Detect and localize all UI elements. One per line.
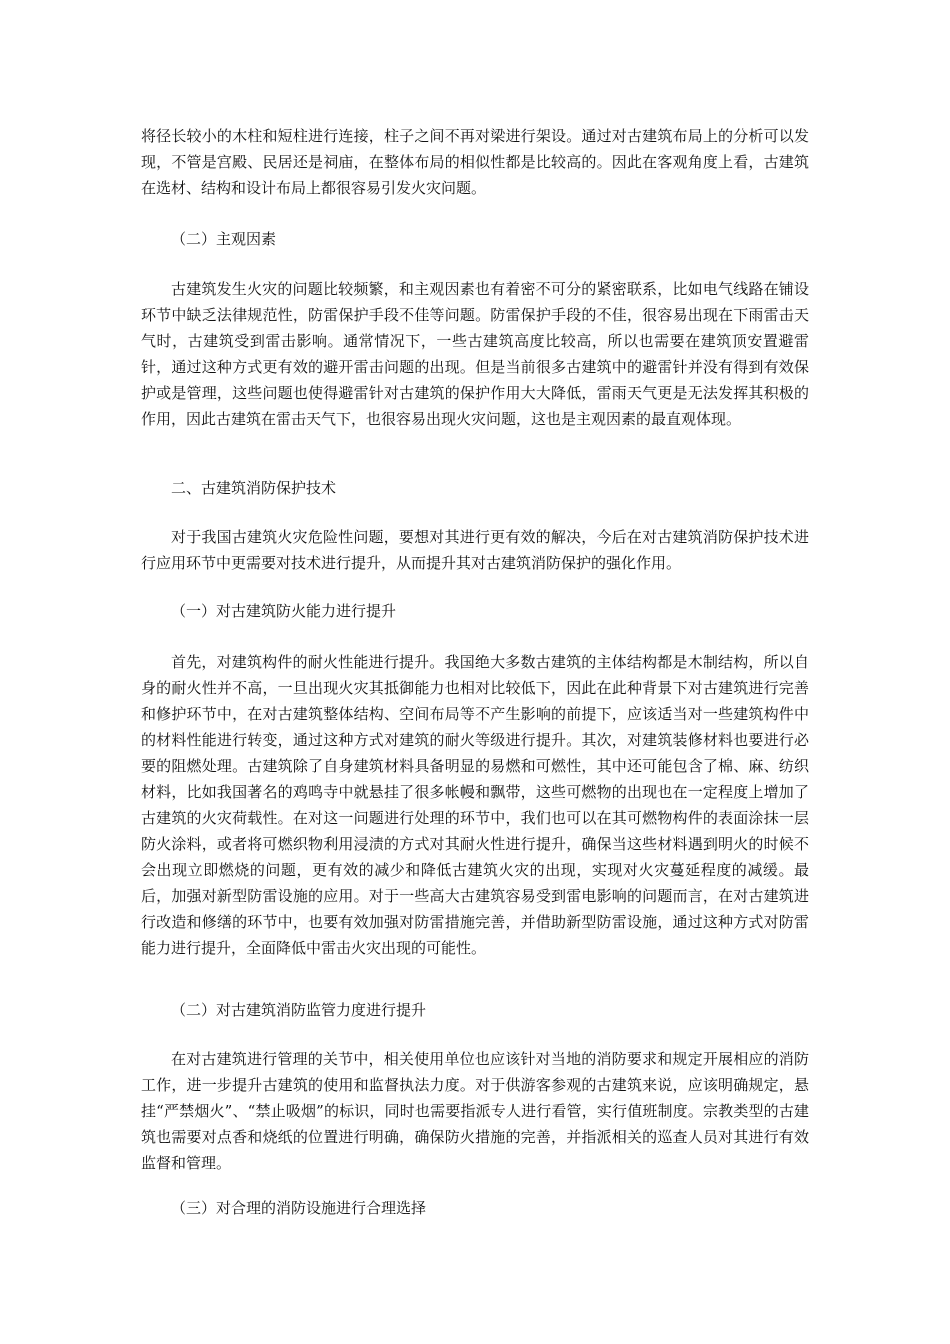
paragraph-section-2: 对于我国古建筑火灾危险性问题，要想对其进行更有效的解决，今后在对古建筑消防保护技术进行应用环节中更需要对技术进行提升，从而提升其对古建筑消防保护的强化作用。: [141, 528, 809, 572]
heading-section-2: 二、古建筑消防保护技术: [171, 479, 337, 497]
paragraph-intro: 将径长较小的木柱和短柱进行连接，柱子之间不再对梁进行架设。通过对古建筑布局上的分析可以发现，不管是宫殿、民居还是祠庙，在整体布局的相似性都是比较高的。因此在客观角度上看，古建筑在选材、结构和设计布局上都很容易引发火灾问题。: [141, 127, 809, 197]
paragraph-subjective-factors: 古建筑发生火灾的问题比较频繁，和主观因素也有着密不可分的紧密联系，比如电气线路在铺设环节中缺乏法律规范性，防雷保护手段不佳等问题。防雷保护手段的不佳，很容易出现在下雨雷击天气时，古建筑受到雷击影响。通常情况下，一些古建筑高度比较高，所以也需要在建筑顶安置避雷针，通过这种方式更有效的避开雷击问题的出现。但是当前很多古建筑中的避雷针并没有得到有效保护或是管理，这些问题也使得避雷针对古建筑的保护作用大大降低，雷雨天气更是无法发挥其积极的作用，因此古建筑在雷击天气下，也很容易出现火灾问题，这也是主观因素的最直观体现。: [141, 280, 809, 428]
paragraph-fireproof-ability: 首先，对建筑构件的耐火性能进行提升。我国绝大多数古建筑的主体结构都是木制结构，所以自身的耐火性并不高，一旦出现火灾其抵御能力也相对比较低下，因此在此种背景下对古建筑进行完善和修护环节中，在对古建筑整体结构、空间布局等不产生影响的前提下，应该适当对一些建筑构件中的材料性能进行转变，通过这种方式对建筑的耐火等级进行提升。其次，对建筑装修材料也要进行必要的阻燃处理。古建筑除了自身建筑材料具备明显的易燃和可燃性，其中还可能包含了棉、麻、纺织材料，比如我国著名的鸡鸣寺中就悬挂了很多帐幔和飘带，这些可燃物的出现也在一定程度上增加了古建筑的火灾荷载性。在对这一问题进行处理的环节中，我们也可以在其可燃物构件的表面涂抹一层防火涂料，或者将可燃织物利用浸渍的方式对其耐火性进行提升，确保当这些材料遇到明火的时候不会出现立即燃烧的问题，更有效的减少和降低古建筑火灾的出现，实现对火灾蔓延程度的减缓。最后，加强对新型防雷设施的应用。对于一些高大古建筑容易受到雷电影响的问题而言，在对古建筑进行改造和修缮的环节中，也要有效加强对防雷措施完善，并借助新型防雷设施，通过这种方式对防雷能力进行提升，全面降低中雷击火灾出现的可能性。: [141, 653, 809, 957]
heading-subjective-factors: （二）主观因素: [171, 230, 277, 248]
heading-fire-facilities: （三）对合理的消防设施进行合理选择: [171, 1199, 427, 1217]
paragraph-fire-supervision: 在对古建筑进行管理的关节中，相关使用单位也应该针对当地的消防要求和规定开展相应的消防工作，进一步提升古建筑的使用和监督执法力度。对于供游客参观的古建筑来说，应该明确规定，悬挂“严禁烟火”、“禁止吸烟”的标识，同时也需要指派专人进行看管，实行值班制度。宗教类型的古建筑也需要对点香和烧纸的位置进行明确，确保防火措施的完善，并指派相关的巡查人员对其进行有效监督和管理。: [141, 1050, 809, 1172]
heading-fireproof-ability: （一）对古建筑防火能力进行提升: [171, 602, 397, 620]
heading-fire-supervision: （二）对古建筑消防监管力度进行提升: [171, 1001, 427, 1019]
